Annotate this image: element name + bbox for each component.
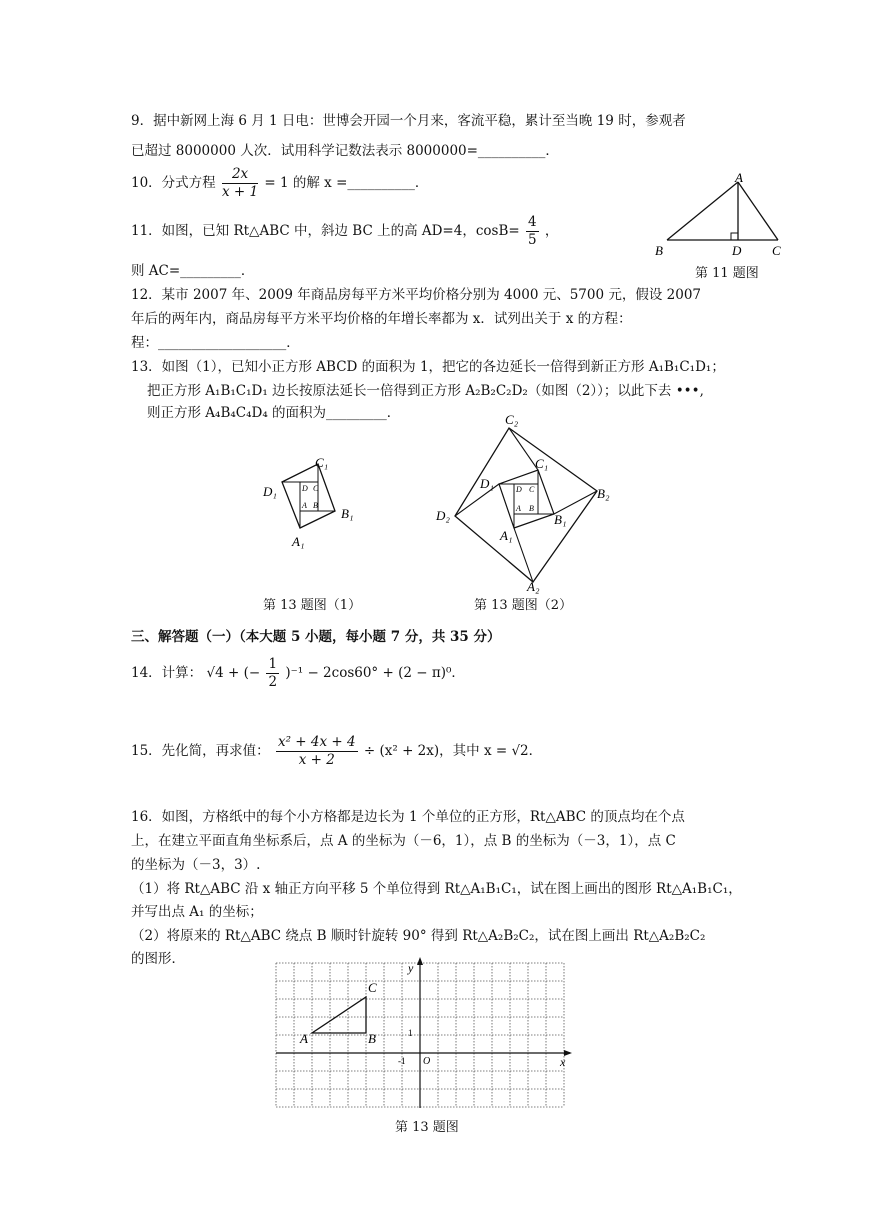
q15-fraction [276,734,358,769]
q11-label-D: D [732,243,742,258]
q11-num: 4 [527,214,537,230]
fig1-label-D1: D₁ [263,484,277,499]
q16-line1: 16．如图，方格纸中的每个小方格都是边长为 1 个单位的正方形，Rt△ABC 的顶点均在个点 [131,809,685,825]
q14-prefix: 14．计算： [131,665,203,681]
q11 [131,214,558,249]
q14-fraction [266,656,279,691]
q15-prefix: 15．先化简，再求值： [131,743,270,759]
q14-num: 1 [268,656,278,672]
grid-label-B: B [368,1031,376,1046]
fig1-label-B1: B₁ [341,506,354,521]
fig2-label-A: A [516,504,521,513]
grid-label-neg1: -1 [398,1056,406,1066]
q11-prefix: 11．如图，已知 Rt△ABC 中，斜边 BC 上的高 AD=4，cosB= [131,223,520,239]
q15 [131,734,542,769]
q11-fraction [526,214,539,249]
q14 [131,656,465,691]
q11-suffix: ， [544,223,559,239]
fig2-label-D: D [516,485,522,494]
fig2-label-B2: B₂ [597,486,610,501]
fig1-label-D: D [302,484,308,493]
q15-den: x + 2 [298,752,335,768]
grid-label-x: x [560,1055,566,1069]
q14-den: 2 [268,674,278,690]
q13-caption2: 第 13 题图（2） [474,598,573,613]
q11-den: 5 [527,232,537,248]
q13-figure-2 [430,410,620,595]
q16-line3: 的坐标为（－3，3）. [131,857,261,873]
q14-expr-a: √4 + (− [206,665,261,681]
grid-label-O: O [423,1056,431,1067]
fig2-label-D2: D₂ [436,508,450,523]
q16-line4: （1）将 Rt△ABC 沿 x 轴正方向平移 5 个单位得到 Rt△A₁B₁C₁，试在图上画出的图形 Rt△A₁B₁C₁， [131,881,742,897]
q13-caption1: 第 13 题图（1） [263,598,362,613]
q16-line7: 的图形． [131,951,185,967]
q12-line1: 12．某市 2007 年、2009 年商品房每平方米平均价格分别为 4000 元、5700 元，假设 2007 [131,287,701,303]
q13-line2: 把正方形 A₁B₁C₁D₁ 边长按原法延长一倍得到正方形 A₂B₂C₂D₂（如图（2））；以此下去 •••, [147,383,704,399]
q13-figure-1 [255,448,365,558]
q11-label-A: A [735,170,743,185]
q10-fraction [222,166,258,201]
triangle-ABC [312,997,366,1033]
q11-label-B: B [655,243,663,258]
fig2-label-A1: A₁ [500,528,513,543]
q14-expr-b: )⁻¹ − 2cos60° + (2 − π)⁰． [285,665,465,681]
y-axis-arrow [417,957,423,965]
q9-line2: 已超过 8000000 人次．试用科学记数法表示 8000000=__________． [131,143,559,159]
q10-num: 2x [222,166,258,184]
fig2-label-C: C [529,485,535,494]
fig2-label-C2: C₂ [505,412,519,427]
fig2-label-B1: B₁ [554,512,567,527]
fig1-label-A: A [302,501,307,510]
q12-line2: 年后的两年内，商品房每平方米平均价格的年增长率都为 x．试列出关于 x 的方程： [131,311,632,327]
q11-line2: 则 AC=_________． [131,263,255,279]
q10-suffix: = 1 的解 x =__________． [264,175,429,191]
grid-label-A: A [300,1031,308,1046]
fig2-label-C1: C₁ [535,456,549,471]
section3-title: 三、解答题（一）（本大题 5 小题，每小题 7 分，共 35 分） [131,629,501,645]
fig2-label-B: B [529,504,534,513]
q11-caption: 第 11 题图 [695,266,759,281]
q16-caption: 第 13 题图 [395,1120,459,1135]
fig2-label-D1: D₁ [480,476,494,491]
q16-line5: 并写出点 A₁ 的坐标； [131,904,263,920]
grid-label-C: C [368,980,377,995]
q16-line6: （2）将原来的 Rt△ABC 绕点 B 顺时针旋转 90° 得到 Rt△A₂B₂C₂，试在图上画出 Rt△A₂B₂C₂ [131,928,706,944]
q16-line2: 上，在建立平面直角坐标系后，点 A 的坐标为（－6，1），点 B 的坐标为（－3，1），点 C [131,833,676,849]
fig1-label-B: B [313,501,318,510]
q13-line1: 13．如图（1），已知小正方形 ABCD 的面积为 1，把它的各边延长一倍得到新正方形 A₁B₁C₁D₁； [131,359,725,375]
q15-suffix: ÷ (x² + 2x)，其中 x = √2． [363,743,543,759]
q10-prefix: 10．分式方程 [131,175,216,191]
q15-num: x² + 4x + 4 [277,734,356,750]
fig1-label-C: C [313,484,319,493]
q13-line3: 则正方形 A₄B₄C₄D₄ 的面积为_________． [147,405,401,421]
q10 [131,166,428,201]
q12-line3: 程：___________________． [131,335,300,351]
q10-den: x + 1 [221,184,259,200]
q16-grid-figure [272,956,578,1112]
q11-figure [650,170,790,262]
grid-label-y: y [408,961,414,975]
fig2-label-A2: A₂ [527,579,540,594]
q11-label-C: C [772,243,781,258]
fig1-label-C1: C₁ [315,455,329,470]
grid-label-1: 1 [408,1028,413,1038]
fig1-label-A1: A₁ [292,534,305,549]
q9-line1: 9．据中新网上海 6 月 1 日电：世博会开园一个月来，客流平稳，累计至当晚 19 时，参观者 [131,113,686,129]
